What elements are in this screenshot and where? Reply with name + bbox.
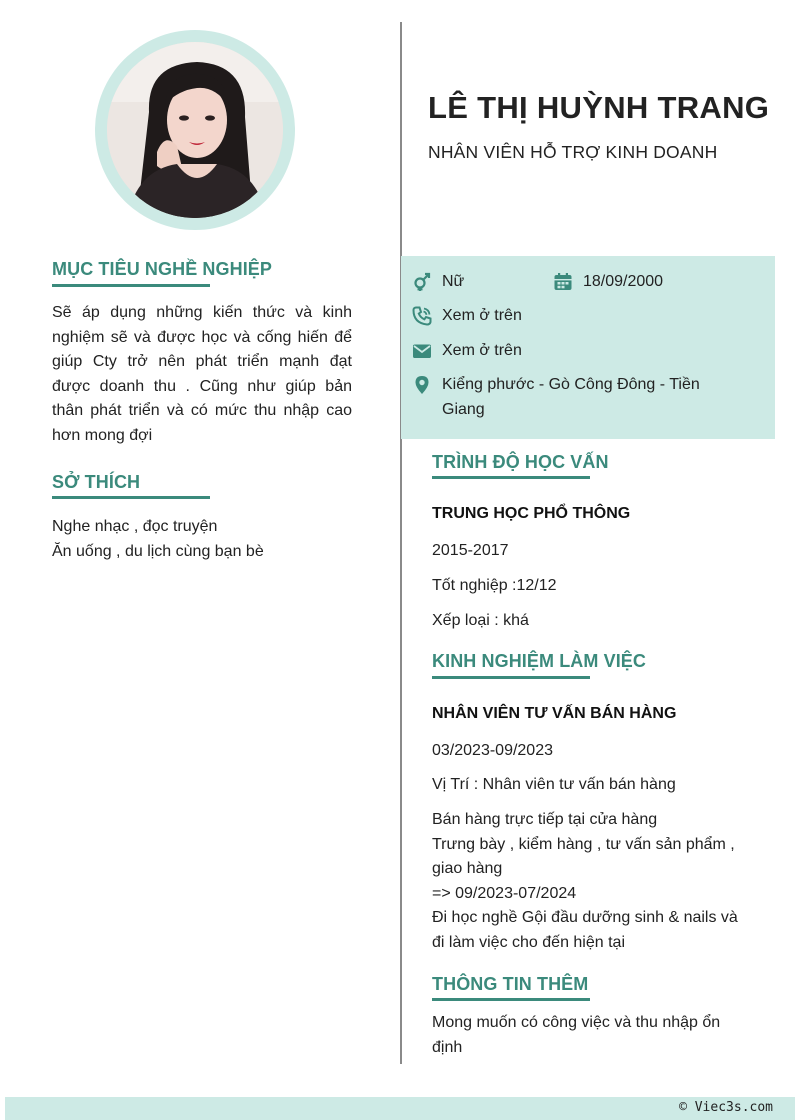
experience-line: đi làm việc cho đến hiện tại [432, 933, 625, 951]
additional-rule [432, 998, 590, 1001]
avatar-frame [95, 30, 295, 230]
experience-rule [432, 676, 590, 679]
location-icon [412, 375, 432, 395]
address-row [412, 373, 700, 422]
career-objective-heading: MỤC TIÊU NGHỀ NGHIỆP [52, 259, 273, 279]
calendar-icon [553, 272, 573, 292]
experience-line: => 09/2023-07/2024 [432, 884, 577, 902]
hobbies-heading: SỞ THÍCH [52, 472, 141, 492]
additional-heading: THÔNG TIN THÊM [432, 974, 589, 994]
objective-line: giúp Cty trở nên phát triển mạnh đạt [52, 353, 352, 370]
experience-line: Trưng bày , kiểm hàng , tư vấn sản phẩm , [432, 835, 735, 853]
objective-line: Sẽ áp dụng những kiến thức và kinh [52, 304, 352, 321]
objective-line: được doanh thu . Cũng như giúp bản [52, 377, 352, 395]
address-line: Giang [442, 400, 485, 418]
education-period: 2015-2017 [432, 542, 509, 559]
phone-row [412, 304, 522, 329]
gender-value: Nữ [442, 273, 465, 290]
experience-job-title: NHÂN VIÊN TƯ VẤN BÁN HÀNG [432, 705, 677, 722]
experience-line: Đi học nghề Gội đầu dưỡng sinh & nails và [432, 909, 738, 926]
experience-details [432, 808, 762, 955]
education-heading: TRÌNH ĐỘ HỌC VẤN [432, 452, 609, 472]
hobby-item: Ăn uống , du lịch cùng bạn bè [52, 542, 264, 560]
email-value: Xem ở trên [442, 342, 522, 359]
experience-heading: KINH NGHIỆM LÀM VIỆC [432, 651, 647, 671]
experience-line: Bán hàng trực tiếp tại cửa hàng [432, 811, 658, 828]
experience-line: giao hàng [432, 860, 503, 877]
email-row [412, 339, 522, 364]
additional-line: định [432, 1038, 463, 1056]
address-value [442, 373, 700, 422]
hobby-item: Nghe nhạc , đọc truyện [52, 518, 218, 535]
hobbies-rule [52, 496, 210, 499]
footer-bar [5, 1097, 795, 1120]
address-line: Kiểng phước - Gò Công Đông - Tiền [442, 376, 700, 393]
education-school: TRUNG HỌC PHỔ THÔNG [432, 505, 631, 522]
candidate-role: NHÂN VIÊN HỖ TRỢ KINH DOANH [428, 142, 718, 162]
birthdate-value: 18/09/2000 [583, 273, 664, 290]
birthdate-row [553, 270, 663, 295]
gender-row [412, 270, 464, 295]
email-icon [412, 341, 432, 361]
additional-line: Mong muốn có công việc và thu nhập ổn [432, 1014, 721, 1031]
hobbies-list [52, 515, 352, 564]
objective-line: thân phát triển và có mức thu nhập cao [52, 402, 352, 419]
education-graduation: Tốt nghiệp :12/12 [432, 577, 557, 594]
candidate-name: LÊ THỊ HUỲNH TRANG [428, 90, 770, 125]
gender-icon [412, 272, 432, 292]
column-divider [400, 22, 402, 1064]
career-objective-rule [52, 284, 210, 287]
avatar-photo-icon [107, 42, 283, 218]
education-rule [432, 476, 590, 479]
phone-value: Xem ở trên [442, 307, 522, 324]
experience-position: Vị Trí : Nhân viên tư vấn bán hàng [432, 776, 676, 793]
footer-credit: © Viec3s.com [679, 1100, 773, 1115]
objective-line: nghiệm sẽ và được học và cống hiến để [52, 328, 352, 346]
phone-icon [412, 306, 432, 326]
experience-period: 03/2023-09/2023 [432, 742, 553, 759]
education-rank: Xếp loại : khá [432, 612, 529, 629]
career-objective-text [52, 301, 352, 448]
avatar [107, 42, 283, 218]
objective-line: hơn mong đợi [52, 426, 153, 444]
additional-text [432, 1011, 762, 1060]
